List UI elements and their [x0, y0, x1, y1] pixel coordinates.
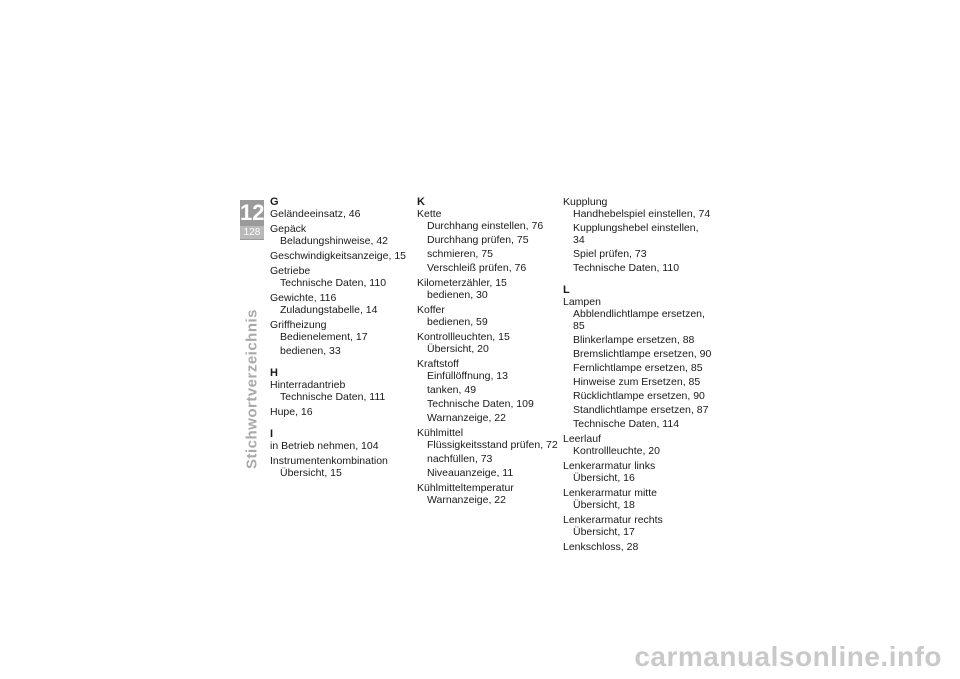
entry-term: in Betrieb nehmen, 104: [270, 440, 379, 452]
entry-term: Lenkschloss, 28: [563, 541, 639, 553]
section-letter: L: [563, 284, 570, 296]
entry-term: Kontrollleuchten, 15: [417, 331, 510, 343]
index-entry: [417, 208, 567, 274]
entry-term: Griffheizung: [270, 319, 327, 331]
section-letter: G: [270, 196, 279, 208]
index-entry: [417, 331, 567, 355]
entry-subterm: Abblendlichtlampe ersetzen, 85: [573, 308, 705, 332]
entry-subterm: Technische Daten, 110: [280, 277, 387, 289]
entry-subterm: Übersicht, 16: [573, 472, 635, 484]
entry-subterm: Übersicht, 18: [573, 499, 635, 511]
entry-subterm: Standlichtlampe ersetzen, 87: [573, 404, 709, 416]
entry-term: Kühlmitteltemperatur: [417, 482, 514, 494]
index-entry: [563, 541, 713, 553]
entry-subterm: nachfüllen, 73: [427, 453, 493, 465]
entry-term: Geländeeinsatz, 46: [270, 208, 361, 220]
index-section: [270, 428, 420, 479]
entry-subterm: bedienen, 33: [280, 345, 341, 357]
entry-term: Kilometerzähler, 15: [417, 277, 507, 289]
entry-subterm: Bedienelement, 17: [280, 331, 368, 343]
entry-subterm: bedienen, 30: [427, 289, 488, 301]
entry-subterm: Blinkerlampe ersetzen, 88: [573, 334, 695, 346]
entry-subterm: bedienen, 59: [427, 316, 488, 328]
index-section: [563, 196, 713, 274]
entry-subterm: Flüssigkeitsstand prüfen, 72: [427, 439, 558, 451]
entry-subterm: Übersicht, 17: [573, 526, 635, 538]
index-entry: [563, 296, 713, 430]
entry-term: Lenkerarmatur mitte: [563, 487, 657, 499]
index-section: [417, 196, 567, 506]
index-section: [563, 284, 713, 553]
index-column-1: [270, 196, 420, 482]
index-entry: [270, 223, 420, 247]
index-entry: [270, 379, 420, 403]
index-entry: [417, 427, 567, 479]
entry-term: Kühlmittel: [417, 427, 464, 439]
entry-subterm: Warnanzeige, 22: [427, 412, 506, 424]
entry-subterm: Zuladungstabelle, 14: [280, 304, 378, 316]
entry-term: Lampen: [563, 296, 601, 308]
entry-subterm: Kontrollleuchte, 20: [573, 445, 660, 457]
chapter-tab: [240, 200, 264, 240]
index-entry: [417, 304, 567, 328]
section-letter: K: [417, 196, 425, 208]
index-entry: [270, 292, 420, 316]
side-title: Stichwortverzeichnis: [243, 308, 261, 470]
entry-term: Koffer: [417, 304, 445, 316]
entry-subterm: Kupplungshebel einstellen, 34: [573, 222, 699, 246]
entry-subterm: Niveauanzeige, 11: [427, 467, 514, 479]
index-entry: [563, 433, 713, 457]
entry-term: Geschwindigkeitsanzeige, 15: [270, 250, 406, 262]
index-column-2: [417, 196, 567, 509]
entry-term: Lenkerarmatur links: [563, 460, 656, 472]
index-entry: [270, 406, 420, 418]
entry-subterm: Fernlichtlampe ersetzen, 85: [573, 362, 703, 374]
entry-subterm: Übersicht, 15: [280, 467, 342, 479]
entry-term: Hupe, 16: [270, 406, 313, 418]
index-entry: [417, 482, 567, 506]
entry-term: Instrumentenkombination: [270, 455, 388, 467]
index-column-3: [563, 196, 713, 556]
entry-term: Gewichte, 116: [270, 292, 337, 304]
entry-subterm: Verschleiß prüfen, 76: [427, 262, 527, 274]
entry-subterm: Handhebelspiel einstellen, 74: [573, 208, 711, 220]
entry-subterm: Technische Daten, 110: [573, 262, 680, 274]
entry-term: Kraftstoff: [417, 358, 459, 370]
entry-term: Kupplung: [563, 196, 608, 208]
index-entry: [563, 460, 713, 484]
entry-term: Getriebe: [270, 265, 311, 277]
entry-subterm: tanken, 49: [427, 384, 477, 396]
index-entry: [563, 514, 713, 538]
index-entry: [270, 455, 420, 479]
index-entry: [270, 319, 420, 357]
index-entry: [563, 487, 713, 511]
entry-subterm: Beladungshinweise, 42: [280, 235, 388, 247]
entry-subterm: Warnanzeige, 22: [427, 494, 506, 506]
index-section: [270, 196, 420, 357]
entry-subterm: Technische Daten, 109: [427, 398, 534, 410]
index-entry: [270, 208, 420, 220]
index-section: [270, 367, 420, 418]
entry-subterm: Einfüllöffnung, 13: [427, 370, 508, 382]
entry-subterm: Hinweise zum Ersetzen, 85: [573, 376, 701, 388]
page-number: 128: [240, 226, 264, 239]
entry-term: Gepäck: [270, 223, 307, 235]
entry-subterm: Durchhang prüfen, 75: [427, 234, 529, 246]
index-entry: [417, 277, 567, 301]
entry-term: Kette: [417, 208, 442, 220]
entry-term: Hinterradantrieb: [270, 379, 346, 391]
index-entry: [270, 250, 420, 262]
entry-subterm: Rücklichtlampe ersetzen, 90: [573, 390, 705, 402]
index-entry: [270, 265, 420, 289]
chapter-number: 12: [240, 200, 265, 225]
index-entry: [417, 358, 567, 424]
index-entry: [563, 196, 713, 274]
entry-subterm: Spiel prüfen, 73: [573, 248, 647, 260]
entry-subterm: schmieren, 75: [427, 248, 493, 260]
entry-subterm: Technische Daten, 114: [573, 418, 680, 430]
index-entry: [270, 440, 420, 452]
entry-term: Lenkerarmatur rechts: [563, 514, 663, 526]
entry-subterm: Technische Daten, 111: [280, 391, 386, 403]
section-letter: H: [270, 367, 278, 379]
section-letter: I: [270, 428, 274, 440]
entry-subterm: Bremslichtlampe ersetzen, 90: [573, 348, 712, 360]
entry-subterm: Übersicht, 20: [427, 343, 489, 355]
watermark: carmanualsonline.info: [634, 641, 942, 672]
entry-term: Leerlauf: [563, 433, 601, 445]
entry-subterm: Durchhang einstellen, 76: [427, 220, 544, 232]
